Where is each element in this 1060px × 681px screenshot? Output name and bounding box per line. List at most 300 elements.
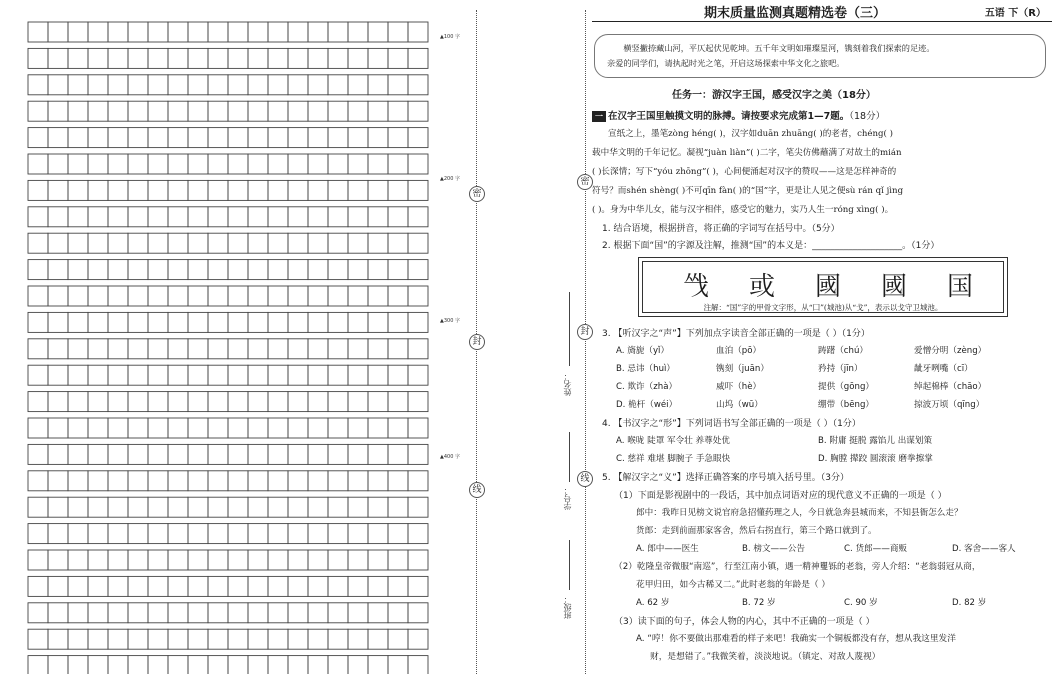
grid-cell[interactable] [228,629,248,649]
grid-cell[interactable] [128,603,148,623]
grid-cell[interactable] [328,75,348,95]
grid-cell[interactable] [368,629,388,649]
grid-cell[interactable] [328,497,348,517]
grid-cell[interactable] [288,22,308,42]
grid-cell[interactable] [328,101,348,121]
grid-cell[interactable] [408,180,428,200]
grid-cell[interactable] [168,629,188,649]
grid-cell[interactable] [108,260,128,280]
grid-cell[interactable] [328,365,348,385]
grid-cell[interactable] [348,154,368,174]
grid-cell[interactable] [48,207,68,227]
grid-cell[interactable] [268,392,288,412]
grid-cell[interactable] [48,524,68,544]
grid-cell[interactable] [128,550,148,570]
grid-cell[interactable] [248,128,268,148]
grid-cell[interactable] [408,603,428,623]
grid-cell[interactable] [328,629,348,649]
grid-cell[interactable] [248,550,268,570]
grid-cell[interactable] [148,418,168,438]
grid-cell[interactable] [48,418,68,438]
grid-cell[interactable] [368,444,388,464]
grid-cell[interactable] [308,286,328,306]
grid-cell[interactable] [168,524,188,544]
grid-cell[interactable] [348,339,368,359]
grid-cell[interactable] [68,418,88,438]
grid-cell[interactable] [68,286,88,306]
grid-cell[interactable] [308,418,328,438]
grid-cell[interactable] [88,48,108,68]
grid-cell[interactable] [128,339,148,359]
grid-cell[interactable] [188,656,208,674]
grid-cell[interactable] [408,656,428,674]
grid-cell[interactable] [408,444,428,464]
grid-cell[interactable] [88,154,108,174]
grid-cell[interactable] [288,48,308,68]
grid-cell[interactable] [248,48,268,68]
grid-cell[interactable] [28,22,48,42]
grid-cell[interactable] [388,524,408,544]
grid-cell[interactable] [88,180,108,200]
grid-cell[interactable] [228,260,248,280]
grid-cell[interactable] [368,286,388,306]
grid-cell[interactable] [228,207,248,227]
grid-cell[interactable] [308,524,328,544]
grid-cell[interactable] [168,128,188,148]
grid-cell[interactable] [188,128,208,148]
grid-cell[interactable] [68,128,88,148]
grid-cell[interactable] [348,392,368,412]
grid-cell[interactable] [88,286,108,306]
grid-cell[interactable] [208,180,228,200]
grid-cell[interactable] [208,365,228,385]
grid-cell[interactable] [408,48,428,68]
grid-cell[interactable] [368,418,388,438]
grid-cell[interactable] [88,497,108,517]
grid-cell[interactable] [188,101,208,121]
grid-cell[interactable] [168,576,188,596]
grid-cell[interactable] [368,550,388,570]
grid-cell[interactable] [48,128,68,148]
grid-cell[interactable] [48,233,68,253]
grid-cell[interactable] [388,576,408,596]
grid-cell[interactable] [248,524,268,544]
grid-cell[interactable] [68,75,88,95]
grid-cell[interactable] [68,524,88,544]
grid-cell[interactable] [68,444,88,464]
grid-cell[interactable] [168,603,188,623]
grid-cell[interactable] [228,471,248,491]
grid-cell[interactable] [208,260,228,280]
grid-cell[interactable] [88,418,108,438]
grid-cell[interactable] [128,233,148,253]
grid-cell[interactable] [288,550,308,570]
grid-cell[interactable] [68,48,88,68]
grid-cell[interactable] [228,392,248,412]
grid-cell[interactable] [308,260,328,280]
grid-cell[interactable] [408,286,428,306]
grid-cell[interactable] [188,444,208,464]
grid-cell[interactable] [108,576,128,596]
grid-cell[interactable] [148,128,168,148]
grid-cell[interactable] [268,656,288,674]
grid-cell[interactable] [328,286,348,306]
grid-cell[interactable] [288,339,308,359]
grid-cell[interactable] [268,260,288,280]
grid-cell[interactable] [28,365,48,385]
grid-cell[interactable] [88,629,108,649]
grid-cell[interactable] [308,576,328,596]
grid-cell[interactable] [148,629,168,649]
grid-cell[interactable] [88,312,108,332]
grid-cell[interactable] [148,101,168,121]
grid-cell[interactable] [188,260,208,280]
grid-cell[interactable] [168,418,188,438]
grid-cell[interactable] [228,22,248,42]
grid-cell[interactable] [188,154,208,174]
grid-cell[interactable] [308,629,328,649]
grid-cell[interactable] [128,418,148,438]
grid-cell[interactable] [188,48,208,68]
grid-cell[interactable] [28,339,48,359]
grid-cell[interactable] [348,101,368,121]
grid-cell[interactable] [328,154,348,174]
grid-cell[interactable] [188,75,208,95]
grid-cell[interactable] [288,603,308,623]
grid-cell[interactable] [388,471,408,491]
grid-cell[interactable] [328,418,348,438]
grid-cell[interactable] [88,339,108,359]
grid-cell[interactable] [388,392,408,412]
grid-cell[interactable] [108,180,128,200]
grid-cell[interactable] [168,497,188,517]
grid-cell[interactable] [228,418,248,438]
grid-cell[interactable] [128,656,148,674]
grid-cell[interactable] [388,101,408,121]
grid-cell[interactable] [168,207,188,227]
grid-cell[interactable] [388,154,408,174]
grid-cell[interactable] [68,154,88,174]
grid-cell[interactable] [48,75,68,95]
grid-cell[interactable] [48,603,68,623]
grid-cell[interactable] [108,497,128,517]
grid-cell[interactable] [208,550,228,570]
grid-cell[interactable] [268,101,288,121]
grid-cell[interactable] [368,312,388,332]
grid-cell[interactable] [88,656,108,674]
grid-cell[interactable] [328,550,348,570]
grid-cell[interactable] [208,603,228,623]
grid-cell[interactable] [388,629,408,649]
grid-cell[interactable] [168,392,188,412]
grid-cell[interactable] [228,524,248,544]
grid-cell[interactable] [128,629,148,649]
grid-cell[interactable] [148,154,168,174]
grid-cell[interactable] [188,207,208,227]
grid-cell[interactable] [48,101,68,121]
grid-cell[interactable] [248,233,268,253]
grid-cell[interactable] [388,22,408,42]
grid-cell[interactable] [188,418,208,438]
grid-cell[interactable] [268,48,288,68]
grid-cell[interactable] [68,603,88,623]
grid-cell[interactable] [248,312,268,332]
grid-cell[interactable] [208,656,228,674]
grid-cell[interactable] [288,286,308,306]
grid-cell[interactable] [88,101,108,121]
grid-cell[interactable] [268,444,288,464]
grid-cell[interactable] [28,286,48,306]
grid-cell[interactable] [108,286,128,306]
grid-cell[interactable] [388,339,408,359]
grid-cell[interactable] [388,128,408,148]
grid-cell[interactable] [28,312,48,332]
grid-cell[interactable] [88,128,108,148]
grid-cell[interactable] [248,154,268,174]
grid-cell[interactable] [368,365,388,385]
grid-cell[interactable] [88,550,108,570]
grid-cell[interactable] [188,392,208,412]
grid-cell[interactable] [148,550,168,570]
grid-cell[interactable] [128,471,148,491]
grid-cell[interactable] [68,629,88,649]
grid-cell[interactable] [168,444,188,464]
grid-cell[interactable] [388,444,408,464]
grid-cell[interactable] [368,180,388,200]
grid-cell[interactable] [348,286,368,306]
grid-cell[interactable] [168,260,188,280]
grid-cell[interactable] [348,603,368,623]
grid-cell[interactable] [268,75,288,95]
grid-cell[interactable] [248,260,268,280]
grid-cell[interactable] [288,154,308,174]
grid-cell[interactable] [128,101,148,121]
grid-cell[interactable] [28,418,48,438]
grid-cell[interactable] [228,312,248,332]
grid-cell[interactable] [388,312,408,332]
grid-cell[interactable] [48,260,68,280]
grid-cell[interactable] [268,603,288,623]
grid-cell[interactable] [148,286,168,306]
grid-cell[interactable] [148,365,168,385]
grid-cell[interactable] [228,550,248,570]
grid-cell[interactable] [408,154,428,174]
grid-cell[interactable] [348,207,368,227]
grid-cell[interactable] [228,233,248,253]
grid-cell[interactable] [148,524,168,544]
grid-cell[interactable] [28,154,48,174]
grid-cell[interactable] [308,207,328,227]
grid-cell[interactable] [128,154,148,174]
grid-cell[interactable] [348,233,368,253]
grid-cell[interactable] [388,180,408,200]
grid-cell[interactable] [368,603,388,623]
grid-cell[interactable] [48,339,68,359]
grid-cell[interactable] [348,365,368,385]
grid-cell[interactable] [208,418,228,438]
grid-cell[interactable] [328,603,348,623]
grid-cell[interactable] [388,260,408,280]
grid-cell[interactable] [308,48,328,68]
grid-cell[interactable] [248,656,268,674]
grid-cell[interactable] [288,629,308,649]
grid-cell[interactable] [88,365,108,385]
grid-cell[interactable] [28,629,48,649]
grid-cell[interactable] [148,48,168,68]
grid-cell[interactable] [248,471,268,491]
grid-cell[interactable] [368,48,388,68]
grid-cell[interactable] [188,233,208,253]
grid-cell[interactable] [128,180,148,200]
grid-cell[interactable] [368,207,388,227]
grid-cell[interactable] [408,550,428,570]
grid-cell[interactable] [368,22,388,42]
grid-cell[interactable] [408,22,428,42]
grid-cell[interactable] [348,471,368,491]
grid-cell[interactable] [128,576,148,596]
grid-cell[interactable] [68,365,88,385]
grid-cell[interactable] [108,444,128,464]
grid-cell[interactable] [328,392,348,412]
grid-cell[interactable] [348,22,368,42]
grid-cell[interactable] [208,444,228,464]
grid-cell[interactable] [308,365,328,385]
grid-cell[interactable] [188,312,208,332]
grid-cell[interactable] [168,312,188,332]
grid-cell[interactable] [248,392,268,412]
grid-cell[interactable] [148,497,168,517]
grid-cell[interactable] [108,128,128,148]
grid-cell[interactable] [408,260,428,280]
grid-cell[interactable] [168,339,188,359]
grid-cell[interactable] [168,154,188,174]
grid-cell[interactable] [28,576,48,596]
grid-cell[interactable] [28,48,48,68]
grid-cell[interactable] [328,656,348,674]
grid-cell[interactable] [348,180,368,200]
grid-cell[interactable] [228,576,248,596]
grid-cell[interactable] [308,656,328,674]
grid-cell[interactable] [208,286,228,306]
grid-cell[interactable] [328,312,348,332]
grid-cell[interactable] [188,339,208,359]
grid-cell[interactable] [108,75,128,95]
grid-cell[interactable] [248,576,268,596]
grid-cell[interactable] [208,312,228,332]
grid-cell[interactable] [248,22,268,42]
grid-cell[interactable] [368,339,388,359]
grid-cell[interactable] [328,444,348,464]
grid-cell[interactable] [368,656,388,674]
grid-cell[interactable] [268,550,288,570]
grid-cell[interactable] [68,233,88,253]
grid-cell[interactable] [228,101,248,121]
grid-cell[interactable] [408,312,428,332]
grid-cell[interactable] [108,656,128,674]
passage-line[interactable]: 载中华文明的千年记忆。凝视“juàn liàn”( )二字，笔尖仿佛蘸满了对故土的mián [592,148,902,158]
grid-cell[interactable] [408,392,428,412]
passage-line[interactable]: ( )长深情；写下“yóu zhōng”( )，心间便涌起对汉字的赞叹——这是怎样神奇的 [592,167,897,177]
grid-cell[interactable] [88,260,108,280]
grid-cell[interactable] [48,497,68,517]
grid-cell[interactable] [88,576,108,596]
grid-cell[interactable] [88,233,108,253]
grid-cell[interactable] [88,524,108,544]
grid-cell[interactable] [108,392,128,412]
grid-cell[interactable] [408,418,428,438]
question-2[interactable]: 2. 根据下面“国”的字源及注解，推测“国”的本义是：____________________。（1分） [602,241,940,251]
passage-line[interactable]: 符号？而shén shèng( )不可qīn fàn( )的“国”字，更是让人见之便sù rán qǐ jìng [592,186,904,196]
grid-cell[interactable] [348,524,368,544]
grid-cell[interactable] [168,48,188,68]
grid-cell[interactable] [128,75,148,95]
grid-cell[interactable] [168,286,188,306]
grid-cell[interactable] [68,339,88,359]
grid-cell[interactable] [48,444,68,464]
grid-cell[interactable] [348,444,368,464]
grid-cell[interactable] [368,524,388,544]
grid-cell[interactable] [408,471,428,491]
grid-cell[interactable] [348,75,368,95]
grid-cell[interactable] [288,576,308,596]
grid-cell[interactable] [48,365,68,385]
grid-cell[interactable] [408,233,428,253]
grid-cell[interactable] [368,101,388,121]
grid-cell[interactable] [288,75,308,95]
grid-cell[interactable] [88,75,108,95]
grid-cell[interactable] [388,418,408,438]
grid-cell[interactable] [168,101,188,121]
grid-cell[interactable] [48,550,68,570]
grid-cell[interactable] [48,180,68,200]
grid-cell[interactable] [408,524,428,544]
composition-grid[interactable] [12,14,464,674]
grid-cell[interactable] [328,260,348,280]
grid-cell[interactable] [388,286,408,306]
grid-cell[interactable] [228,365,248,385]
grid-cell[interactable] [148,22,168,42]
grid-cell[interactable] [408,75,428,95]
grid-cell[interactable] [28,444,48,464]
grid-cell[interactable] [28,392,48,412]
grid-cell[interactable] [148,75,168,95]
grid-cell[interactable] [48,22,68,42]
grid-cell[interactable] [148,207,168,227]
grid-cell[interactable] [28,603,48,623]
grid-cell[interactable] [328,48,348,68]
grid-cell[interactable] [268,471,288,491]
grid-cell[interactable] [388,550,408,570]
grid-cell[interactable] [288,497,308,517]
grid-cell[interactable] [288,180,308,200]
grid-cell[interactable] [148,576,168,596]
grid-cell[interactable] [148,233,168,253]
grid-cell[interactable] [268,154,288,174]
grid-cell[interactable] [188,286,208,306]
grid-cell[interactable] [308,603,328,623]
grid-cell[interactable] [228,497,248,517]
grid-cell[interactable] [108,207,128,227]
grid-cell[interactable] [148,339,168,359]
grid-cell[interactable] [228,656,248,674]
grid-cell[interactable] [388,497,408,517]
grid-cell[interactable] [348,128,368,148]
grid-cell[interactable] [188,550,208,570]
grid-cell[interactable] [108,339,128,359]
grid-cell[interactable] [168,75,188,95]
grid-cell[interactable] [288,471,308,491]
grid-cell[interactable] [228,180,248,200]
